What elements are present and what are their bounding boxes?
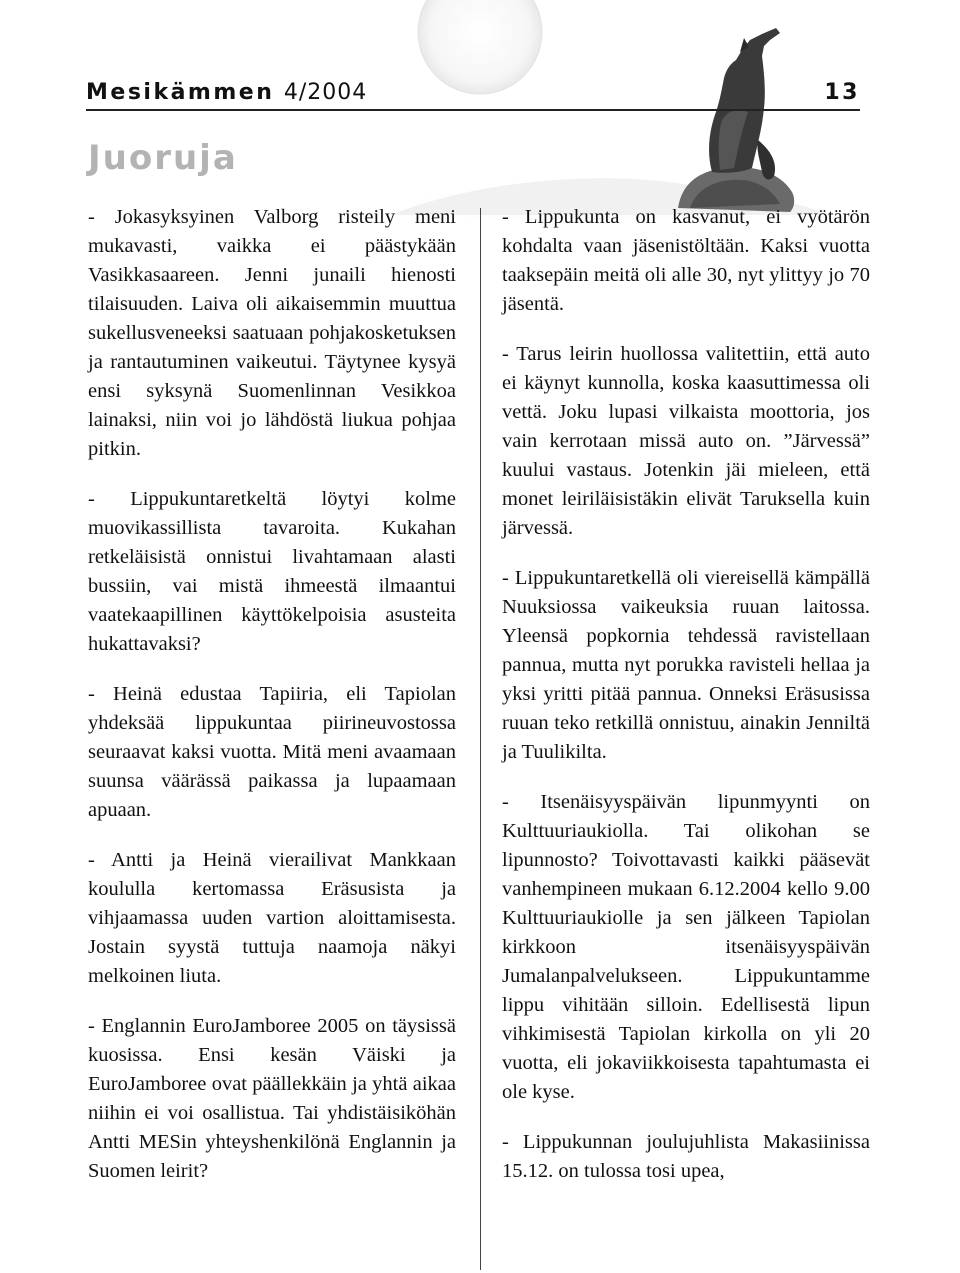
gossip-item: - Itsenäisyyspäivän lipunmyynti on Kulttuuriaukiolla. Tai olikohan se lipunnosto? Toivottavasti kaikki pääsevät vanhempineen mukaan 6.12.2004 kello 9.00 Kulttuuriaukiolle ja sen jälkeen Tapiolan kirkkoon itsenäisyyspäivän Jumalanpalvelukseen. Lippukuntamme lippu vihitään silloin. Edellisestä lipun vihkimisestä Tapiolan kirkolla on yli 20 vuotta, eli jokaviikkoisesta tapahtumasta ei ole kyse. [502, 791, 870, 1103]
gossip-item: - Lippukuntaretkeltä löytyi kolme muovikassillista tavaroita. Kukahan retkeläisistä onnistui livahtamaan alasti bussiin, vai mistä ihmeestä ilmaantui vaatekaapillinen käyttökelpoisia asusteita hukattavaksi? [88, 488, 456, 655]
section-title: Juoruja [88, 138, 238, 178]
gossip-item: - Tarus leirin huollossa valitettiin, että auto ei käynyt kunnolla, koska kaasuttimessa oli vettä. Joku lupasi vilkaista moottoria, jos vain kerrotaan missä auto on. ”Järvessä” kuului vastaus. Jotenkin jäi mieleen, että monet leiriläisistäkin elivät Taruksella kuin järvessä. [502, 343, 870, 539]
gossip-item: - Heinä edustaa Tapiiria, eli Tapiolan yhdeksää lippukuntaa piirineuvostossa seuraavat kaksi vuotta. Mitä meni avaamaan suunsa väärässä paikassa ja lupaamaan apuaan. [88, 683, 456, 821]
header-left [86, 80, 367, 105]
gossip-item: - Jokasyksyinen Valborg risteily meni mukavasti, vaikka ei päästykään Vasikkasaareen. Jenni junaili hienosti tilaisuuden. Laiva oli aikaisemmin muuttua sukellusveneeksi saatuaan pohjakosketuksen ja rantautuminen vaikeutui. Täytynee kysyä ensi syksynä Suomenlinnan Vesikkoa lainaksi, niin voi jo lähdöstä liukua pohjaa pitkin. [88, 206, 456, 460]
magazine-name: Mesikämmen [86, 80, 275, 105]
gossip-item: - Lippukunta on kasvanut, ei vyötärön kohdalta vaan jäsenistöltään. Kaksi vuotta taaksepäin meitä oli alle 30, nyt ylittyy jo 70 jäsentä. [502, 206, 870, 315]
page-number: 13 [824, 80, 860, 105]
gossip-item: - Lippukuntaretkellä oli viereisellä kämpällä Nuuksiossa vaikeuksia ruuan laitossa. Yleensä popkornia tehdessä ravistellaan pannua, mutta nyt porukka ravisteli hellaa ja yksi yritti pitää pannua. Onneksi Eräsusissa ruuan teko retkillä onnistuu, ainakin Jenniltä ja Tuulikilta. [502, 567, 870, 763]
issue-number: 4/2004 [283, 80, 368, 105]
right-column [502, 203, 870, 1207]
running-header [86, 80, 860, 111]
howling-wolf-moon-icon [360, 0, 900, 230]
gossip-item: - Lippukunnan joulujuhlista Makasiinissa 15.12. on tulossa tosi upea, [502, 1131, 870, 1182]
column-divider [480, 208, 481, 1270]
gossip-item: - Englannin EuroJamboree 2005 on täysissä kuosissa. Ensi kesän Väiski ja EuroJamboree ovat päällekkäin ja yhtä aikaa niihin ei voi osallistua. Tai yhdistäisiköhän Antti MESin yhteyshenkilönä Englannin ja Suomen leirit? [88, 1015, 456, 1182]
gossip-item: - Antti ja Heinä vierailivat Mankkaan koululla kertomassa Eräsusista ja vihjaamassa uuden vartion aloittamisesta. Jostain syystä tuttuja naamoja näkyi melkoinen liuta. [88, 849, 456, 987]
left-column [88, 203, 456, 1207]
